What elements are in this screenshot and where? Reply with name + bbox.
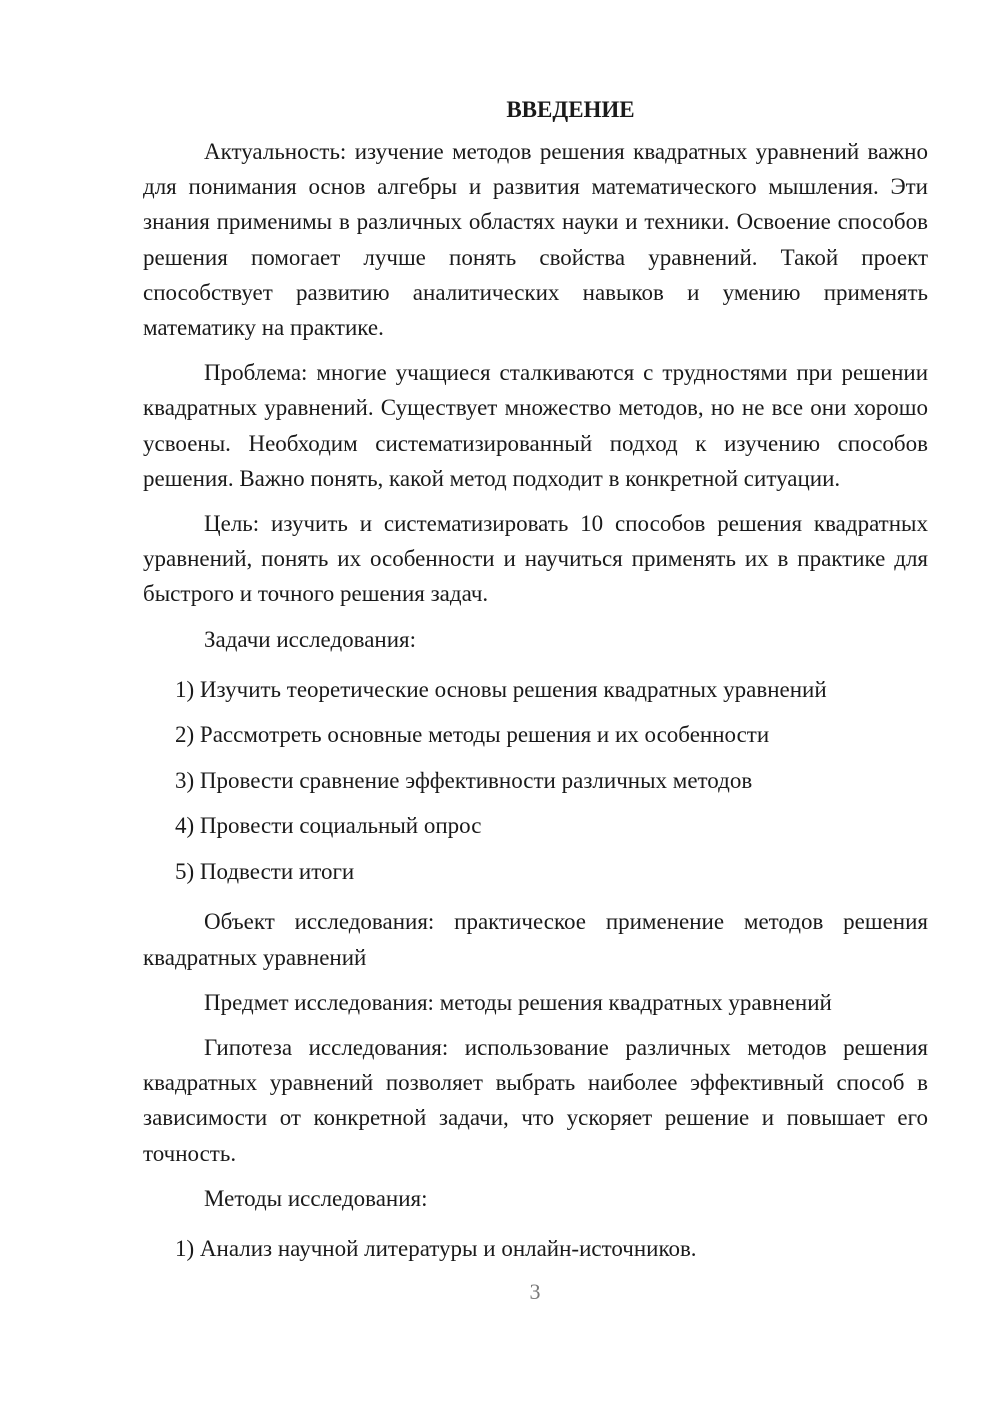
task-item: 4) Провести социальный опрос [175, 813, 482, 839]
methods-list [143, 1226, 928, 1272]
goal-paragraph: Цель: изучить и систематизировать 10 способов решения квадратных уравнений, понять их особенности и научиться применять их в практике для быстрого и точного решения задач. [143, 511, 928, 607]
object-paragraph: Объект исследования: практическое применение методов решения квадратных уравнений [143, 909, 928, 970]
task-item: 2) Рассмотреть основные методы решения и их особенности [175, 722, 770, 748]
subject-paragraph: Предмет исследования: методы решения квадратных уравнений [204, 989, 832, 1015]
problem-paragraph: Проблема: многие учащиеся сталкиваются с трудностями при решении квадратных уравнений. Существует множество методов, но не все они хорошо усвоены. Необходим систематизированный подход к изучению способов решения. Важно понять, какой метод подходит в конкретной ситуации. [143, 360, 928, 491]
methods-heading: Методы исследования: [204, 1185, 428, 1211]
page-number: 3 [529, 1279, 541, 1304]
tasks-heading: Задачи исследования: [204, 626, 417, 652]
relevance-paragraph: Актуальность: изучение методов решения квадратных уравнений важно для понимания основ алгебры и развития математического мышления. Эти знания применимы в различных областях науки и техники. Освоение способов решения помогает лучше понять свойства уравнений. Такой проект способствует развитию аналитических навыков и умению применять математику на практике. [143, 139, 928, 341]
tasks-list [143, 667, 928, 895]
task-item: 5) Подвести итоги [175, 858, 355, 884]
task-item: 1) Изучить теоретические основы решения квадратных уравнений [175, 676, 827, 702]
task-item: 3) Провести сравнение эффективности различных методов [175, 767, 753, 793]
page-title: ВВЕДЕНИЕ [506, 97, 635, 122]
hypothesis-paragraph: Гипотеза исследования: использование различных методов решения квадратных уравнений позволяет выбрать наиболее эффективный способ в зависимости от конкретной задачи, что ускоряет решение и повышает его точность. [143, 1034, 928, 1166]
method-item: 1) Анализ научной литературы и онлайн-источников. [175, 1235, 697, 1261]
